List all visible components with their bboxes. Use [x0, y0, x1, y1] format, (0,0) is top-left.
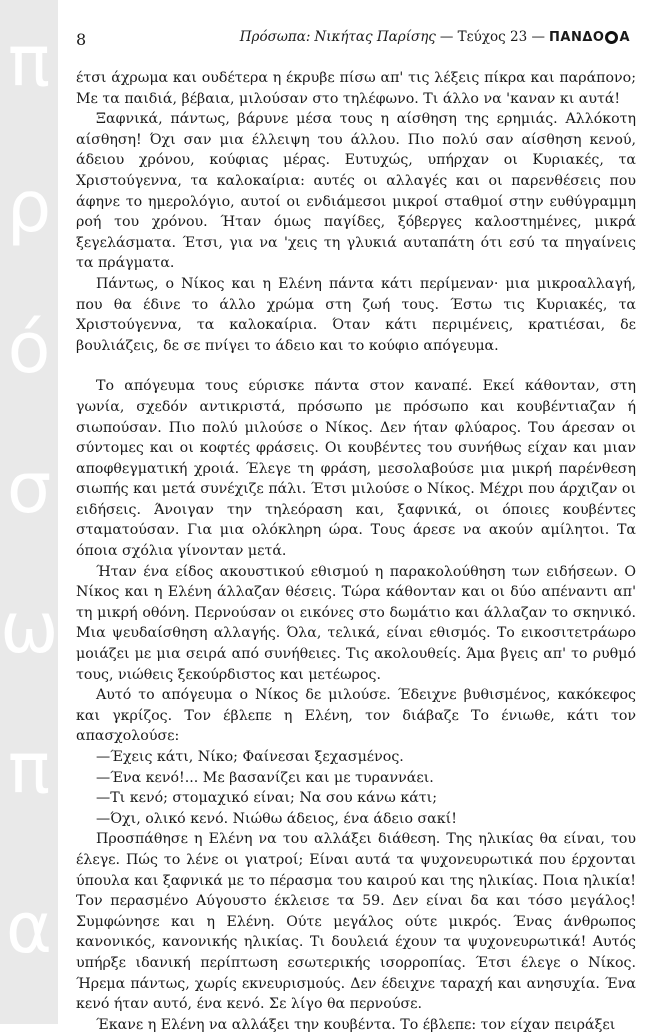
dialogue-line: —Όχι, ολικό κενό. Νιώθω άδειος, ένα άδειο σακί!	[96, 810, 457, 827]
brand-text-right: Α	[619, 29, 630, 45]
paragraph: έτσι άχρωμα και ουδέτερα η έκρυβε πίσω απ' τις λέξεις πίκρα και παράπονο; Με τα παιδιά, βέβαια, μιλούσαν στο τηλέφωνο. Τι άλλο να 'καναν κι αυτά!	[76, 70, 636, 107]
dialogue-line: —Ένα κενό!... Με βασανίζει και με τυραννάει.	[96, 769, 434, 786]
running-head	[240, 29, 630, 45]
side-letter: σ	[6, 447, 52, 529]
side-letter: α	[5, 887, 53, 969]
dialogue-block	[76, 747, 636, 829]
pandora-logo-icon	[605, 31, 618, 44]
page-number: 8	[76, 30, 87, 49]
paragraph: Ξαφνικά, πάντως, βάρυνε μέσα τους η αίσθηση της ερημιάς. Αλλόκοτη αίσθηση! Όχι σαν μια έλλειψη του άλλου. Πιο πολύ σαν αίσθηση κενού, άδειου χρόνου, κούφιας μέρας. Ευτυχώς, υπήρχαν οι Κυριακές, τα Χριστούγεννα, τα καλοκαίρια: αυτές οι αλλαγές και οι παρενθέσεις που άφηνε το ημερολόγιο, αυτοί οι ενδιάμεσοι μικροί σταθμοί στην ευθύγραμμη ροή του χρόνου. Ήταν όμως παγίδες, ξόβεργες καλοστημένες, μικρά ξεγελάσματα. Έτσι, για να 'χεις τη γλυκιά αυταπάτη ότι εσύ τα πηγαίνεις τα πράγματα.	[76, 111, 636, 272]
side-letter: π	[7, 20, 51, 102]
dialogue-line: —Τι κενό; στομαχικό είναι; Να σου κάνω κάτι;	[96, 790, 437, 807]
author-name: Νικήτας Παρίσης	[314, 29, 436, 45]
paragraph: Το απόγευμα τους εύρισκε πάντα στον καναπέ. Εκεί κάθονταν, στη γωνία, σχεδόν αντικριστά, πρόσωπο με πρόσωπο και κουβέντιαζαν ή σιωπούσαν. Πιο πολύ μιλούσε ο Νίκος. Δεν ήταν φλύαρος. Του άρεσαν οι σύντομες και οι κοφτές φράσεις. Οι κουβέντες του συνήθως είχαν και μιαν αποφθεγματική χροιά. Έλεγε τη φράση, μεσολαβούσε μια μικρή παρένθεση σιωπής και μετά συνέχιζε πάλι. Έτσι μιλούσε ο Νίκος. Μέχρι που άρχιζαν οι ειδήσεις. Άνοιγαν την τηλεόραση και, ξαφνικά, οι όποιες κουβέντες σταματούσαν. Για μια ολόκληρη ώρα. Τους άρεσε να ακούν αμίλητοι. Τα όποια σχόλια γίνονταν μετά.	[76, 378, 636, 560]
issue-label: — Τεύχος 23 —	[439, 29, 545, 45]
paragraph: Ήταν ένα είδος ακουστικού εθισμού η παρακολούθηση των ειδήσεων. Ο Νίκος και η Ελένη άλλαζαν θέσεις. Τώρα κάθονταν και οι δύο απέναντι απ' τη μικρή οθόνη. Περνούσαν οι εικόνες στο δωμάτιο και άλλαζαν το σκηνικό. Μια ψευδαίσθηση αλλαγής. Όλα, τελικά, είναι εθισμός. Το εικοσιτετράωρο μοιάζει με μια σειρά από συνήθειες. Τις ακολουθείς. Άμα βγεις απ' το ρυθμό τους, νιώθεις ξεκούρδιστος και μετέωρος.	[76, 563, 636, 683]
paragraph: Αυτό το απόγευμα ο Νίκος δε μιλούσε. Έδειχνε βυθισμένος, κακόκεφος και γκρίζος. Τον έβλεπε η Ελένη, τον διάβαζε Το ένιωθε, κάτι τον απασχολούσε:	[76, 687, 636, 745]
dialogue-line: —Έχεις κάτι, Νίκο; Φαίνεσαι ξεχασμένος.	[96, 749, 404, 765]
article-body	[76, 68, 636, 1035]
side-letter: ρ	[6, 166, 52, 248]
brand-text-left: ΠΑΝΔΟ	[549, 29, 605, 45]
side-band	[0, 0, 58, 1024]
side-letter: ό	[7, 307, 51, 389]
side-letter: π	[7, 727, 51, 809]
paragraph: Έκανε η Ελένη να αλλάξει την κουβέντα. Το έβλεπε: τον είχαν πειράξει	[96, 1016, 616, 1033]
side-letter: ω	[0, 587, 59, 669]
section-label: Πρόσωπα:	[239, 29, 311, 45]
brand-logo	[549, 30, 630, 45]
paragraph: Πάντως, ο Νίκος και η Ελένη πάντα κάτι περίμεναν· μια μικροαλλαγή, που θα έδινε το άλλο χρώμα στη ζωή τους. Έστω τις Κυριακές, τα Χριστούγεννα, τα καλοκαίρια. Όταν κάτι περιμένεις, κρατιέσαι, δε βουλιάζεις, δε σε πνίγει το άδειο και το κούφιο απόγευμα.	[76, 275, 636, 354]
paragraph: Προσπάθησε η Ελένη να του αλλάξει διάθεση. Της ηλικίας θα είναι, του έλεγε. Πώς το λένε οι γιατροί; Είναι αυτά τα ψυχονευρωτικά που έρχονται ύπουλα και ξαφνικά με το πέρασμα του καιρού και της ηλικίας. Ποια ηλικία! Τον περασμένο Αύγουστο έκλεισε τα 59. Δεν είναι δα και τόσο μεγάλος! Συμφώνησε και η Ελένη. Ούτε μεγάλος ούτε μικρός. Ένας άνθρωπος κανονικός, κανονικής ηλικίας. Τι δουλειά έχουν τα ψυχονευρωτικά! Αυτός υπήρξε ιδανική περίπτωση εσωτερικής ισορροπίας. Έτσι έλεγε ο Νίκος. Ήρεμα πάντως, χωρίς εκνευρισμούς. Δεν έδειχνε ταραχή και ανησυχία. Ένα κενό ήταν αυτό, ένα κενό. Σε λίγο θα περνούσε.	[76, 831, 636, 1013]
